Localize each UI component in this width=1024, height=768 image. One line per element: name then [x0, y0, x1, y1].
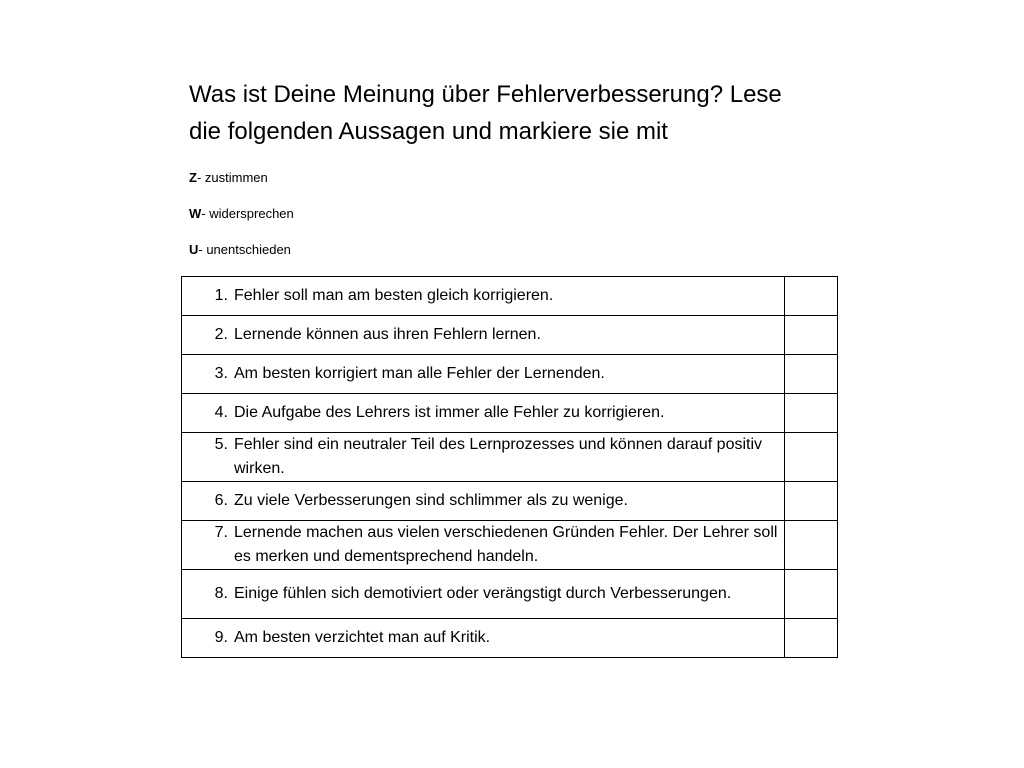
answer-cell[interactable] [785, 433, 838, 482]
statement-text: Fehler soll man am besten gleich korrigieren. [234, 287, 554, 304]
statement-text: Lernende können aus ihren Fehlern lernen. [234, 326, 541, 343]
title-line-2: die folgenden Aussagen und markiere sie mit [189, 118, 668, 145]
legend-text: - zustimmen [196, 170, 268, 185]
statement-number: 9. [214, 629, 228, 646]
statement-cell [182, 394, 785, 433]
statement-number: 6. [214, 492, 228, 509]
statement-cell [182, 316, 785, 355]
legend-undecided [189, 242, 489, 258]
page-title [189, 76, 869, 150]
table-row [182, 433, 838, 482]
statement-text: Zu viele Verbesserungen sind schlimmer als zu wenige. [234, 492, 628, 509]
statement-text: Einige fühlen sich demotiviert oder verängstigt durch Verbesserungen. [234, 585, 732, 602]
statement-text: Am besten verzichtet man auf Kritik. [234, 629, 491, 646]
legend-disagree [189, 206, 489, 222]
title-line-1: Was ist Deine Meinung über Fehlerverbesserung? Lese [189, 81, 782, 108]
statement-cell [182, 277, 785, 316]
table-row [182, 277, 838, 316]
answer-cell[interactable] [785, 570, 838, 619]
answer-cell[interactable] [785, 482, 838, 521]
statement-cell [182, 433, 785, 482]
table-row [182, 394, 838, 433]
statement-number: 1. [214, 287, 228, 304]
statement-number: 7. [214, 524, 228, 541]
statement-cell [182, 355, 785, 394]
legend-text: - widersprechen [201, 206, 294, 221]
statement-number: 3. [214, 365, 228, 382]
statement-text: Fehler sind ein neutraler Teil des Lernprozesses und können darauf positiv wirken. [234, 436, 763, 477]
statements-table [181, 276, 838, 658]
statement-text: Die Aufgabe des Lehrers ist immer alle Fehler zu korrigieren. [234, 404, 665, 421]
answer-cell[interactable] [785, 355, 838, 394]
answer-cell[interactable] [785, 619, 838, 658]
answer-cell[interactable] [785, 316, 838, 355]
legend-agree [189, 170, 489, 186]
answer-cell[interactable] [785, 394, 838, 433]
statement-number: 4. [214, 404, 228, 421]
table-row [182, 355, 838, 394]
table-row [182, 316, 838, 355]
statement-cell [182, 570, 785, 619]
answer-cell[interactable] [785, 277, 838, 316]
statement-cell [182, 619, 785, 658]
table-row [182, 570, 838, 619]
table-row [182, 482, 838, 521]
statement-number: 2. [214, 326, 228, 343]
statement-text: Lernende machen aus vielen verschiedenen Gründen Fehler. Der Lehrer soll es merken und dementsprechend handeln. [234, 524, 778, 565]
statement-number: 8. [214, 585, 228, 602]
statement-cell [182, 521, 785, 570]
legend-key: W [189, 206, 202, 221]
answer-cell[interactable] [785, 521, 838, 570]
table-row [182, 619, 838, 658]
statement-cell [182, 482, 785, 521]
legend-key: Z [189, 170, 197, 185]
legend-key: U [189, 242, 199, 257]
statement-text: Am besten korrigiert man alle Fehler der Lernenden. [234, 365, 605, 382]
legend-text: - unentschieden [198, 242, 291, 257]
statement-number: 5. [214, 436, 228, 453]
table-row [182, 521, 838, 570]
